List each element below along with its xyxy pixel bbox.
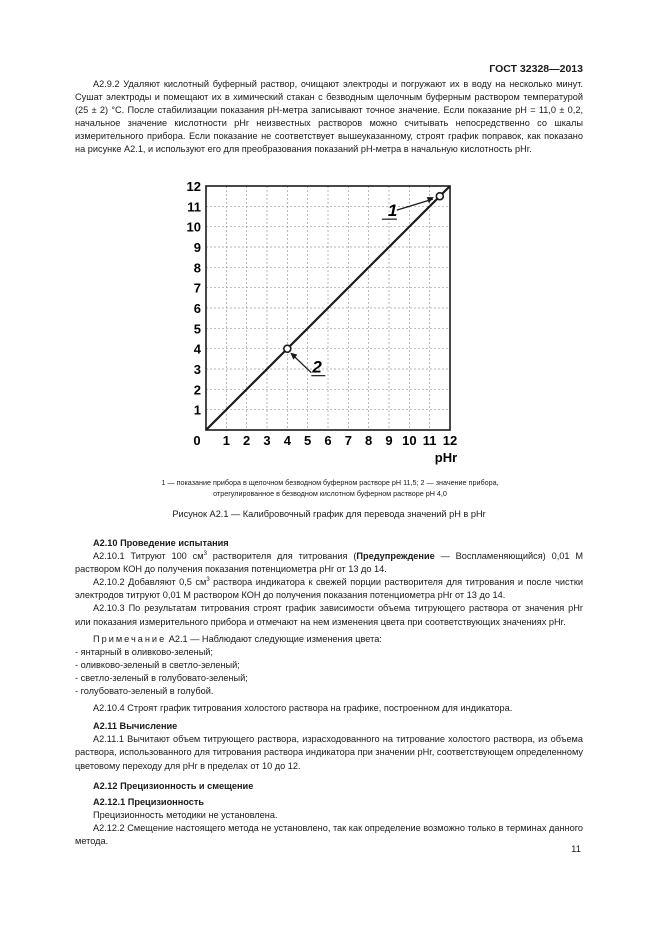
color-change-list bbox=[75, 646, 583, 698]
list-item: - янтарный в оливково-зеленый; bbox=[75, 646, 213, 657]
legend-line-1: 1 — показание прибора в щелочном безводном буферном растворе рН 11,5; 2 — значение прибора, bbox=[161, 478, 499, 487]
y-tick-label: 8 bbox=[193, 260, 201, 276]
x-tick-label: 2 bbox=[243, 433, 251, 448]
y-tick-label: 9 bbox=[193, 240, 201, 255]
figure-caption: Рисунок А2.1 — Калибровочный график для перевода значений рН в рНr bbox=[172, 509, 486, 519]
legend-line-2: отрегулированное в безводном кислотном буферном растворе рН 4,0 bbox=[213, 489, 447, 498]
text-run: А2.10.2 Добавляют 0,5 см bbox=[93, 577, 207, 588]
x-tick-label: 4 bbox=[283, 433, 291, 448]
y-tick-label: 4 bbox=[193, 341, 201, 357]
paragraph-a2-10-1 bbox=[75, 550, 583, 576]
superscript: 3 bbox=[206, 577, 210, 584]
callout-label: 1 bbox=[387, 201, 398, 221]
section-heading-a2-12: А2.12 Прецизионность и смещение bbox=[93, 780, 254, 791]
list-item: - голубовато-зеленый в голубой. bbox=[75, 686, 214, 697]
y-tick-label: 5 bbox=[193, 321, 201, 337]
chart-points bbox=[284, 193, 444, 377]
data-point-marker bbox=[284, 345, 291, 352]
paragraph-a2-12-2: А2.12.2 Смещение настоящего метода не установлено, так как определение возможно только в терминах данного метода. bbox=[75, 822, 583, 846]
figure-legend bbox=[110, 477, 550, 499]
main-sections bbox=[75, 532, 583, 848]
list-item: - светло-зеленый в голубовато-зеленый; bbox=[75, 672, 248, 683]
calibration-chart bbox=[168, 176, 458, 468]
paragraph-a2-11-1: А2.11.1 Вычитают объем титрующего раствора, израсходованного на титрование холостого раствора, из объема раствора, использованного для титрования раствора индикатора при значении рНr, соответствующем определенному цветовому переходу для рНr в пределах от 10 до 12. bbox=[75, 734, 583, 771]
x-tick-label: 12 bbox=[442, 433, 458, 448]
intro-section bbox=[75, 78, 583, 157]
subsection-heading-a2-12-1: А2.12.1 Прецизионность bbox=[93, 796, 205, 807]
text-run: растворителя для титрования ( bbox=[206, 551, 357, 562]
y-tick-label: 6 bbox=[193, 301, 201, 316]
x-tick-label: 1 bbox=[222, 433, 230, 448]
y-tick-label: 3 bbox=[193, 362, 201, 377]
paragraph-a2-10-2 bbox=[75, 576, 583, 602]
y-tick-label: 11 bbox=[187, 199, 201, 215]
note-text: А2.1 — Наблюдают следующие изменения цвета: bbox=[166, 633, 382, 644]
callout-label: 2 bbox=[312, 357, 322, 377]
x-tick-labels bbox=[193, 433, 457, 448]
note-a2-1 bbox=[75, 633, 583, 646]
paragraph-a2-12-1: Прецизионность методики не установлена. bbox=[93, 809, 278, 820]
x-tick-label: 11 bbox=[422, 433, 437, 448]
paragraph-a2-10-3: А2.10.3 По результатам титрования строят график зависимости объема титрующего раствора от значения рНr или показания измерительного прибора и отмечают на нем изменения цвета при соответствующих значениях рНr. bbox=[75, 603, 583, 627]
x-tick-label: 3 bbox=[263, 433, 271, 448]
x-tick-label: 0 bbox=[193, 433, 201, 448]
page-number: 11 bbox=[571, 844, 581, 855]
section-heading-a2-11: А2.11 Вычисление bbox=[93, 721, 178, 732]
intro-paragraph: А2.9.2 Удаляют кислотный буферный раствор, очищают электроды и погружают их в воду на несколько минут. Сушат электроды и помещают их в химический стакан с безводным щелочным буферным раствором температурой (25 ± 2) °С. После стабилизации показания рН-метра записывают точное значение. Если показание рН = 11,0 ± 0,2, начальное значение кислотности рНr неизвестных растворов можно считывать непосредственно со шкалы измерительного прибора. Если показание не соответствует вышеуказанному, строят график поправок, как показано на рисунке А2.1, и используют его для преобразования показаний рН-метра в начальную кислотность рНr. bbox=[75, 79, 583, 155]
text-run: раствора индикатора к свежей порции растворителя для титрования и после чистки электродов титруют 0,01 М раствором КОН до получения показания потенциометра рНr от 13 до 14. bbox=[75, 577, 583, 601]
x-tick-label: 5 bbox=[304, 433, 312, 448]
superscript: 3 bbox=[203, 551, 207, 558]
section-heading-a2-10: А2.10 Проведение испытания bbox=[93, 538, 229, 548]
x-tick-label: 7 bbox=[344, 433, 352, 448]
y-tick-label: 10 bbox=[186, 219, 201, 235]
x-tick-label: 6 bbox=[324, 433, 332, 448]
text-run: А2.10.1 Титруют 100 см bbox=[93, 551, 204, 562]
x-tick-label: 9 bbox=[385, 433, 393, 448]
document-header: ГОСТ 32328—2013 bbox=[489, 63, 583, 75]
text-run: — Воспламеняющийся) 0,01 М раствором КОН до получения показания потенциометра рНr от 13 до 14. bbox=[75, 551, 584, 575]
y-tick-label: 12 bbox=[186, 179, 201, 194]
x-tick-label: 8 bbox=[365, 433, 373, 448]
paragraph-a2-10-4: А2.10.4 Строят график титрования холостого раствора на графике, построенном для индикатора. bbox=[93, 703, 513, 714]
y-tick-label: 7 bbox=[193, 280, 201, 296]
x-axis-label: pHr bbox=[434, 450, 458, 465]
list-item: - оливково-зеленый в светло-зеленый; bbox=[75, 659, 240, 670]
note-label: Примечание bbox=[93, 633, 167, 644]
y-tick-label: 2 bbox=[193, 382, 201, 398]
data-point-marker bbox=[436, 193, 443, 200]
y-tick-label: 1 bbox=[193, 402, 201, 418]
y-tick-labels bbox=[187, 179, 202, 418]
warning-label: Предупреждение bbox=[356, 551, 435, 562]
x-tick-label: 10 bbox=[402, 433, 417, 448]
